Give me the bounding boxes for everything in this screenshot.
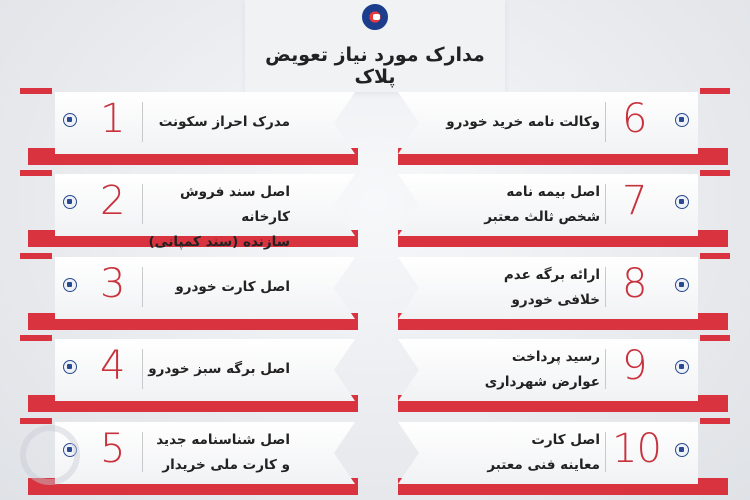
item-number: 10 <box>612 426 661 472</box>
insurance-icon <box>675 195 689 209</box>
divider <box>605 267 606 307</box>
contract-icon <box>675 113 689 127</box>
receipt-icon <box>675 360 689 374</box>
ribbon-fold <box>20 170 52 176</box>
item-label-line: خلافی خودرو <box>511 292 600 308</box>
item-number: 3 <box>100 261 125 307</box>
item-number: 4 <box>100 343 125 389</box>
item-label-line: وکالت نامه خرید خودرو <box>446 114 600 130</box>
item-number: 1 <box>100 96 125 142</box>
item-label-line: ارائه برگه عدم <box>503 267 600 283</box>
item-label <box>440 180 600 230</box>
ribbon-fold <box>700 418 730 424</box>
item-label <box>440 345 600 395</box>
item-label-line: اصل سند فروش کارخانه <box>180 184 290 225</box>
item-number: 9 <box>622 343 647 389</box>
divider <box>605 349 606 389</box>
divider <box>605 432 606 472</box>
item-label <box>440 428 600 478</box>
ribbon-fold <box>20 253 52 259</box>
ribbon-fold <box>700 88 730 94</box>
item-label <box>140 428 290 478</box>
item-label-line: شخص ثالث معتبر <box>484 209 600 225</box>
item-label-line: اصل بیمه نامه <box>506 184 600 200</box>
item-label <box>440 263 600 313</box>
check-icon <box>675 278 689 292</box>
item-number: 2 <box>100 178 125 224</box>
page-title: مدارک مورد نیاز تعویض پلاک <box>265 44 485 88</box>
ribbon-fold <box>700 253 730 259</box>
ribbon-fold <box>20 88 52 94</box>
item-label-line: و کارت ملی خریدار <box>162 457 290 473</box>
item-label-line: عوارض شهرداری <box>484 374 600 390</box>
item-label-line: رسید پرداخت <box>511 349 600 365</box>
item-label-line: مدرک احراز سکونت <box>158 114 290 130</box>
divider <box>605 184 606 224</box>
divider <box>605 102 606 142</box>
item-number: 7 <box>622 178 647 224</box>
item-label <box>140 110 290 135</box>
item-label-line: اصل کارت خودرو <box>175 279 290 295</box>
item-label-line: اصل کارت <box>531 432 600 448</box>
item-label <box>140 180 290 255</box>
card-icon <box>63 278 77 292</box>
document-icon <box>63 195 77 209</box>
item-label-line: اصل شناسنامه جدید <box>156 432 290 448</box>
sheet-icon <box>63 360 77 374</box>
item-label <box>140 357 290 382</box>
ribbon-fold <box>20 335 52 341</box>
ribbon-fold <box>20 418 52 424</box>
item-label-line: معاینه فنی معتبر <box>487 457 600 473</box>
ribbon-fold <box>700 335 730 341</box>
item-number: 6 <box>622 96 647 142</box>
sabz-logo-icon <box>362 4 388 30</box>
item-number: 8 <box>622 261 647 307</box>
watermark-icon <box>20 425 80 485</box>
item-label-line: سازنده (سند کمپانی) <box>148 234 290 250</box>
ribbon-fold <box>700 170 730 176</box>
item-label <box>440 110 600 135</box>
item-label <box>140 275 290 300</box>
item-number: 5 <box>100 426 125 472</box>
inspection-icon <box>675 443 689 457</box>
item-label-line: اصل برگه سبز خودرو <box>148 361 290 377</box>
home-icon <box>63 113 77 127</box>
